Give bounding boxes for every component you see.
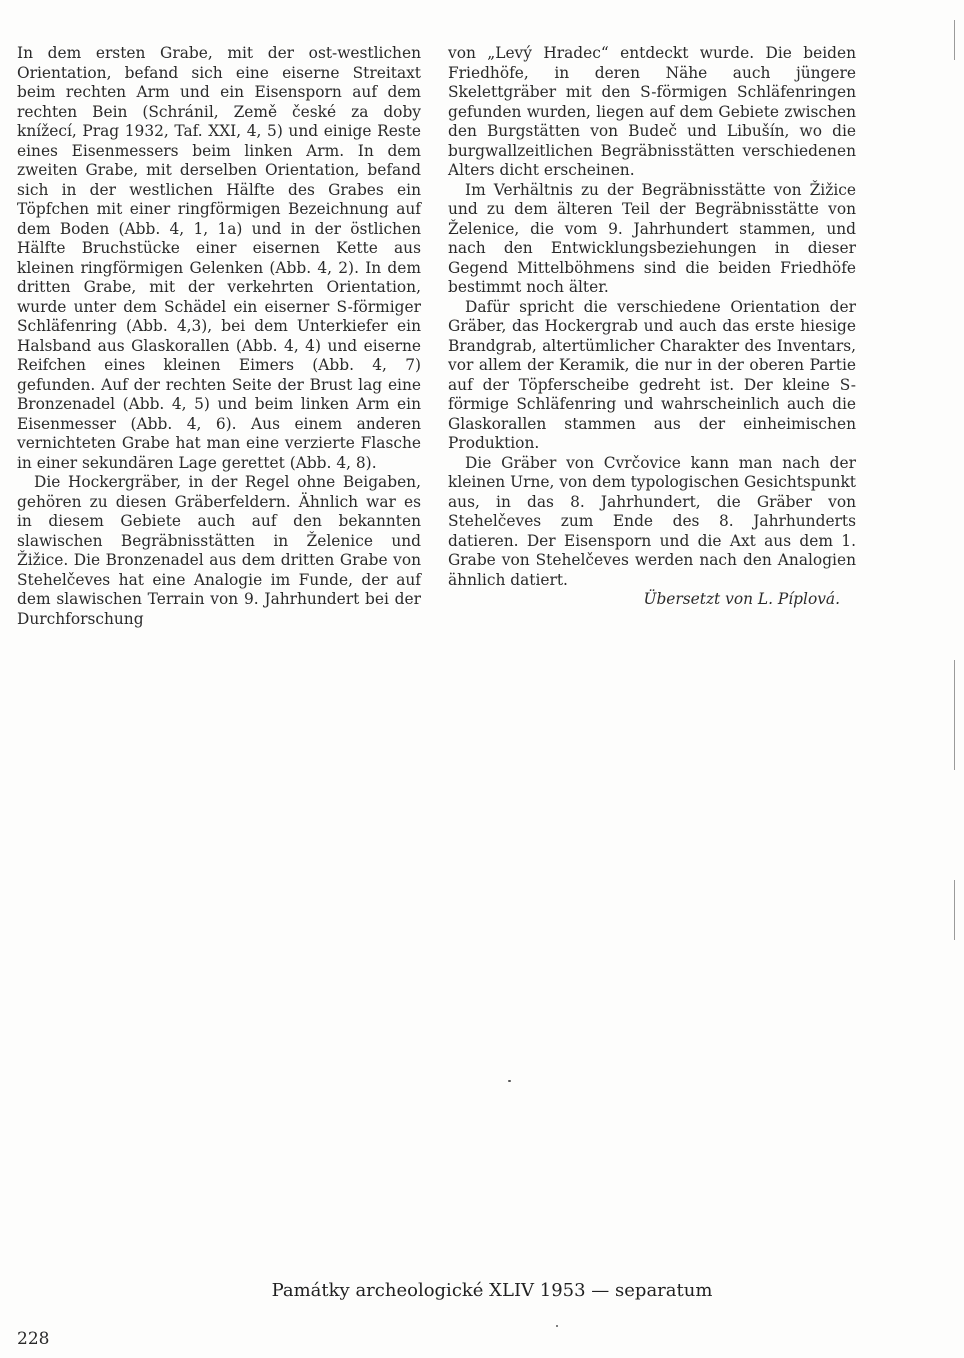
right-paragraph-4: Die Gräber von Cvrčovice kann man nach der kleinen Urne, von dem typologischen Gesichtspunkt aus, in das 8. Jahrhundert, die Gräber von Stehelčeves zum Ende des 8. Jahrhunderts datieren. Der Eisensporn und die Axt aus dem 1. Grabe von Stehelčeves werden nach den Analogien ähnlich datiert. [448, 453, 856, 589]
scan-speck [508, 1080, 511, 1082]
scan-edge-mark [954, 660, 955, 770]
left-paragraph-2: Die Hockergräber, in der Regel ohne Beigaben, gehören zu diesen Gräberfeldern. Ähnlich war es in diesem Gebiete auch auf den bekannten slawischen Begräbnisstätten in Želenice und Žižice. Die Bronzenadel aus dem dritten Grabe von Stehelčeves hat eine Analogie im Funde, der auf dem slawischen Terrain von 9. Jahrhundert bei der Durchforschung [17, 473, 421, 628]
right-paragraph-1: von „Levý Hradec“ entdeckt wurde. Die beiden Friedhöfe, in deren Nähe auch jüngere Skelettgräber mit den S-förmigen Schläfenringen gefunden wurden, liegen auf dem Gebiete zwischen den Burgstätten von Budeč und Libušín, wo die burgwallzeitlichen Begräbnisstätten verschiedenen Alters dicht erscheinen. [448, 44, 856, 179]
journal-footer: Památky archeologické XLIV 1953 — separatum [271, 1280, 713, 1301]
translator-signature: Übersetzt von L. Píplová. [643, 590, 840, 608]
scan-edge-mark [954, 20, 955, 60]
left-text-column [17, 44, 421, 629]
right-paragraph-2: Im Verhältnis zu der Begräbnisstätte von Žižice und zu dem älteren Teil der Begräbnisstätte von Želenice, die vom 9. Jahrhundert stammen, und nach den Entwicklungsbeziehungen in dieser Gegend Mittelböhmens sind die beiden Friedhöfe bestimmt noch älter. [448, 180, 856, 296]
left-paragraph-1: In dem ersten Grabe, mit der ost-westlichen Orientation, befand sich eine eiserne Streitaxt beim rechten Arm und ein Eisensporn auf dem rechten Bein (Schránil, Země české za doby knížecí, Prag 1932, Taf. XXI, 4, 5) und einige Reste eines Eisenmessers beim linken Arm. In dem zweiten Grabe, mit derselben Orientation, befand sich in der westlichen Hälfte des Grabes ein Töpfchen mit einer ringförmigen Bezeichnung auf dem Boden (Abb. 4, 1, 1a) und in der östlichen Hälfte Bruchstücke einer eisernen Kette aus kleinen ringförmigen Gelenken (Abb. 4, 2). In dem dritten Grabe, mit der verkehrten Orientation, wurde unter dem Schädel ein eiserner S-förmiger Schläfenring (Abb. 4,3), bei dem Unterkiefer ein Halsband aus Glaskorallen (Abb. 4, 4) und eiserne Reifchen eines kleinen Eimers (Abb. 4, 7) gefunden. Auf der rechten Seite der Brust lag eine Bronzenadel (Abb. 4, 5) und beim linken Arm ein Eisenmesser (Abb. 4, 6). Aus einem anderen vernichteten Grabe hat man eine verzierte Flasche in einer sekundären Lage gerettet (Abb. 4, 8). [17, 44, 421, 472]
right-paragraph-3: Dafür spricht die verschiedene Orientation der Gräber, das Hockergrab und auch das erste hiesige Brandgrab, altertümlicher Charakter des Inventars, vor allem der Keramik, die nur in der oberen Partie auf der Töpferscheibe gedreht ist. Der kleine S-förmige Schläfenring und wahrscheinlich auch die Glaskorallen stammen aus der einheimischen Produktion. [448, 297, 856, 452]
scan-edge-mark [954, 880, 955, 940]
right-text-column [448, 44, 856, 610]
page-number: 228 [17, 1329, 50, 1349]
scan-speck [556, 1325, 558, 1327]
